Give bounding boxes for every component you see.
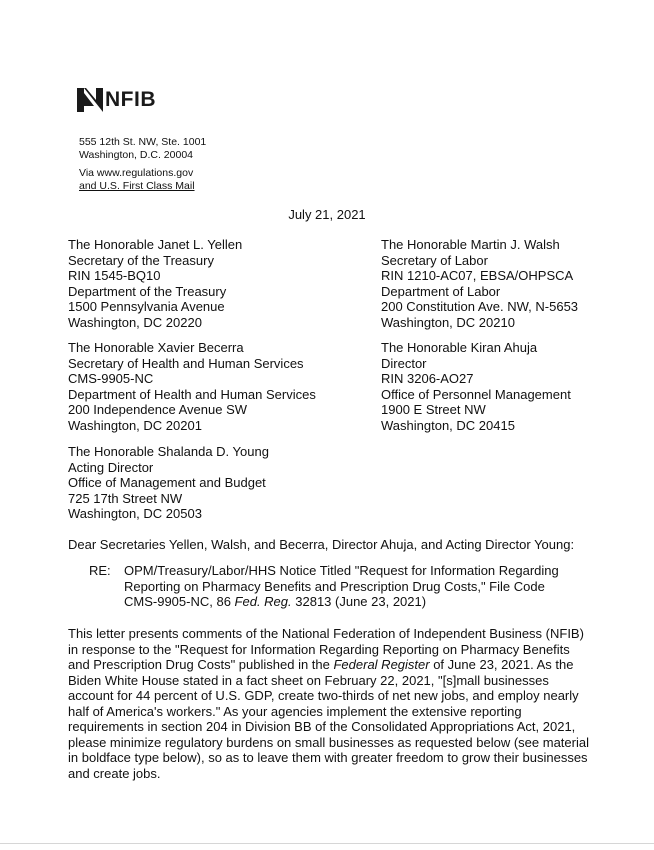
body-italic-text: Federal Register bbox=[333, 657, 430, 672]
recipient-line: CMS-9905-NC bbox=[68, 371, 154, 386]
recipient-line: RIN 3206-AO27 bbox=[381, 371, 474, 386]
re-citation-post: 32813 (June 23, 2021) bbox=[291, 594, 427, 609]
recipient-line: Secretary of Labor bbox=[381, 252, 488, 268]
body-text: of June 23, 2021. As the bbox=[429, 657, 574, 672]
letter-date: July 21, 2021 bbox=[288, 207, 366, 222]
recipient-line: Washington, DC 20210 bbox=[381, 314, 515, 330]
body-line: account for 44 percent of U.S. GDP, create two-thirds of net new jobs, and employ nearly bbox=[68, 688, 579, 703]
recipient-line: Washington, DC 20415 bbox=[381, 417, 515, 433]
re-subject-line: Reporting on Pharmacy Benefits and Prescription Drug Costs," File Code bbox=[124, 578, 545, 594]
sender-address bbox=[79, 136, 206, 162]
body-line: half of America's workers." As your agencies implement the extensive reporting bbox=[68, 703, 522, 719]
recipient-line: RIN 1545-BQ10 bbox=[68, 268, 161, 283]
nfib-logo bbox=[77, 85, 156, 115]
recipient-line: Office of Personnel Management bbox=[381, 386, 571, 402]
recipient-line: 1500 Pennsylvania Avenue bbox=[68, 299, 225, 314]
body-line: This letter presents comments of the National Federation of Independent Business (NFIB) bbox=[68, 626, 584, 641]
body-line: Biden White House stated in a fact sheet on February 22, 2021, "[s]mall businesses bbox=[68, 672, 549, 688]
address-line: Washington, D.C. 20004 bbox=[79, 149, 194, 161]
recipient-line: The Honorable Shalanda D. Young bbox=[68, 444, 269, 459]
delivery-line: and U.S. First Class Mail bbox=[79, 180, 195, 192]
recipient-line: Washington, DC 20201 bbox=[68, 417, 202, 433]
recipient-line: 200 Constitution Ave. NW, N-5653 bbox=[381, 299, 579, 314]
recipient-line: Acting Director bbox=[68, 459, 154, 475]
re-subject-line: OPM/Treasury/Labor/HHS Notice Titled "Request for Information Regarding bbox=[124, 563, 559, 578]
body-line: and create jobs. bbox=[68, 765, 161, 781]
recipient-line: The Honorable Martin J. Walsh bbox=[381, 237, 560, 252]
recipient-line: 725 17th Street NW bbox=[68, 490, 183, 506]
recipient-line: Director bbox=[381, 355, 427, 371]
recipient-line: 1900 E Street NW bbox=[381, 402, 486, 417]
recipient-ahuja bbox=[381, 340, 571, 433]
recipient-yellen bbox=[68, 237, 242, 330]
recipient-line: Washington, DC 20220 bbox=[68, 314, 202, 330]
body-text: and Prescription Drug Costs" published in the bbox=[68, 657, 334, 672]
recipient-line: Secretary of Health and Human Services bbox=[68, 355, 304, 371]
recipient-line: The Honorable Kiran Ahuja bbox=[381, 340, 538, 355]
recipient-line: Office of Management and Budget bbox=[68, 475, 266, 490]
recipient-line: Department of Health and Human Services bbox=[68, 386, 316, 402]
body-line: requirements in section 204 in Division BB of the Consolidated Appropriations Act, 2021, bbox=[68, 719, 576, 734]
recipient-line: Washington, DC 20503 bbox=[68, 506, 202, 521]
re-subject-line bbox=[124, 594, 644, 610]
nfib-logo-mark-icon bbox=[77, 88, 103, 112]
recipient-line: Department of the Treasury bbox=[68, 283, 227, 299]
recipient-line: The Honorable Xavier Becerra bbox=[68, 340, 244, 355]
re-citation-journal: Fed. Reg. bbox=[234, 594, 292, 609]
re-subject bbox=[124, 563, 644, 610]
recipient-line: Department of Labor bbox=[381, 283, 501, 299]
recipient-becerra bbox=[68, 340, 316, 433]
recipient-line: Secretary of the Treasury bbox=[68, 252, 214, 268]
delivery-line: Via www.regulations.gov bbox=[79, 167, 194, 179]
address-line: 555 12th St. NW, Ste. 1001 bbox=[79, 136, 207, 148]
re-citation-pre: CMS-9905-NC, 86 bbox=[124, 594, 235, 609]
body-line: in response to the "Request for Information Regarding Reporting on Pharmacy Benefits bbox=[68, 641, 570, 657]
recipient-line: The Honorable Janet L. Yellen bbox=[68, 237, 243, 252]
salutation: Dear Secretaries Yellen, Walsh, and Becerra, Director Ahuja, and Acting Director Young: bbox=[68, 537, 575, 552]
body-line bbox=[68, 657, 598, 673]
delivery-method bbox=[79, 167, 195, 193]
recipient-line: 200 Independence Avenue SW bbox=[68, 402, 248, 417]
body-paragraph bbox=[68, 626, 598, 781]
re-label: RE: bbox=[89, 563, 111, 578]
body-line: in boldface type below), so as to leave them with greater freedom to grow their businesses bbox=[68, 750, 588, 765]
page-bottom-divider bbox=[0, 843, 654, 844]
body-line: please minimize regulatory burdens on small businesses as requested below (see material bbox=[68, 734, 589, 750]
recipient-line: RIN 1210-AC07, EBSA/OHPSCA bbox=[381, 268, 574, 283]
recipient-walsh bbox=[381, 237, 578, 330]
logo-text: NFIB bbox=[105, 88, 156, 111]
recipient-young bbox=[68, 444, 269, 522]
